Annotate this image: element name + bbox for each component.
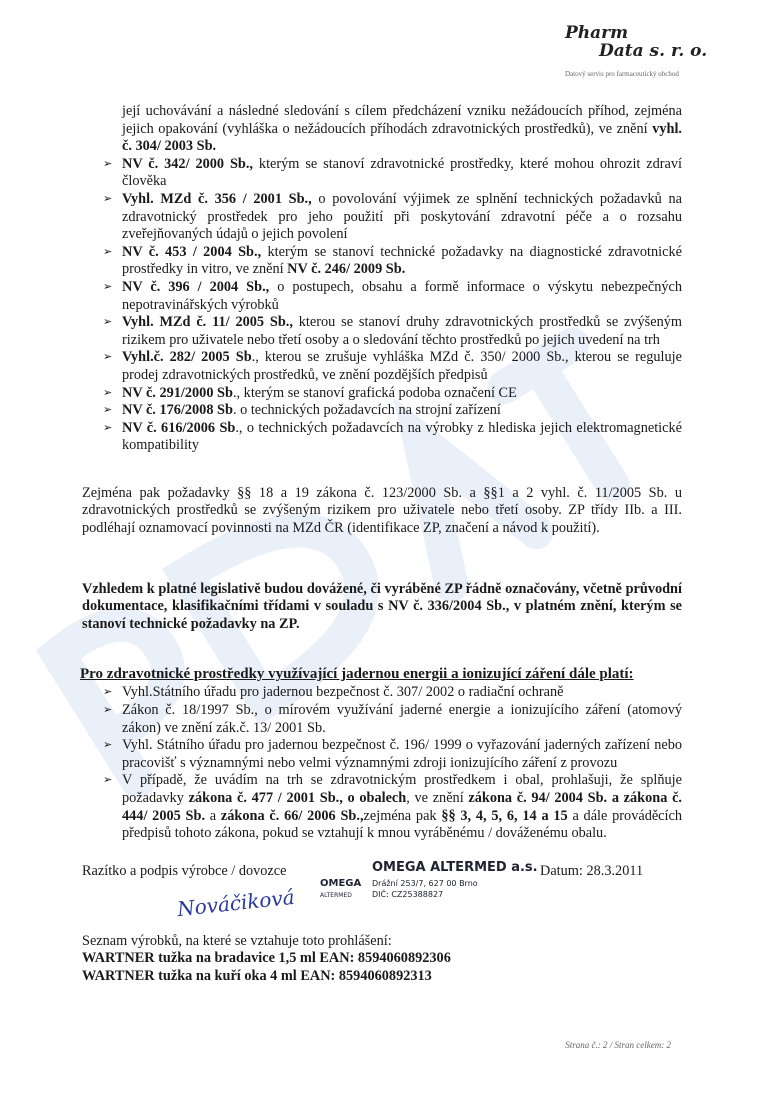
stamp-name: OMEGA ALTERMED a.s. [372,859,538,875]
signature-label: Razítko a podpis výrobce / dovozce [82,862,287,879]
text-segment: o postupech, obsahu a formě informace o výskytu nebezpečných nepotravinářských výrobků [122,278,682,313]
product-item: WARTNER tužka na bradavice 1,5 ml EAN: 8594060892306 [82,950,451,967]
bold-reference: §§ 3, 4, 5, 6, 14 a 15 [441,807,568,824]
text-segment: Vyhl. Státního úřadu pro jadernou bezpečnost č. 196/ 1999 o vyřazování jaderných zařízení nebo pracovišť s významnými nebo velmi významnými zdroji ionizujícího záření z provozu [122,737,682,771]
bold-reference: Vyhl. MZd č. 356 / 2001 Sb., [122,190,312,207]
products-label: Seznam výrobků, na které se vztahuje toto prohlášení: [82,932,392,949]
list-item [103,243,682,279]
arrow-bullet-icon: ➢ [103,157,113,170]
bold-reference: zákona č. 94/ 2004 Sb. a zákona č. 444/ 2005 Sb. [122,790,682,824]
signature-section [82,859,682,925]
logo-line1: Pharm [565,23,629,43]
text-segment: a dále prováděcích předpisů tohoto zákona, pokud se vztahují k mnou vyráběnému / dováženému obalu. [122,807,682,842]
intro-paragraph [82,103,682,156]
list-item [103,278,682,314]
stamp-logo-sub: ALTERMED [320,891,352,899]
text-segment: kterou se stanoví druhy zdravotnických prostředků se zvýšeným rizikem pro uživatele nebo třetí osoby a o sledování těchto prostředků po jejich uvedení na trh [122,314,682,348]
bold-reference: NV č. 453 / 2004 Sb., [122,243,262,260]
date: Datum: 28.3.2011 [540,862,644,879]
bold-reference: zákona č. 477 / 2001 Sb., o obalech [188,790,407,806]
bold-reference: NV č. 342/ 2000 Sb., [122,155,254,172]
text-segment: ., o technických požadavcích na výrobky z hlediska jejich elektromagnetické kompatibility [122,419,682,454]
nuclear-section-heading: Pro zdravotnické prostředky využívající jadernou energii a ionizující záření dále platí: [80,666,634,683]
arrow-bullet-icon: ➢ [103,386,113,399]
text-segment: ., kterým se stanoví grafická podoba označení CE [232,384,517,401]
handwritten-signature: Nováčiková [175,884,296,921]
list-item [103,737,682,772]
bold-reference: NV č. 246/ 2009 Sb. [287,261,406,278]
text-segment: o povolování výjimek ze splnění technických požadavků na zdravotnický prostředek pro jeho použití při poskytování zdravotní péče a o rozsahu zveřejňovaných údajů o jejich povolení [122,190,682,243]
text-segment: V případě, že uvádím na trh se zdravotnickým prostředkem i obal, prohlašuji, že splňuje požadavky [122,772,682,806]
stamp-logo: OMEGA [320,877,362,889]
document-body [82,103,682,986]
arrow-bullet-icon: ➢ [103,316,113,329]
text-segment: Zákon č. 18/1997 Sb., o mírovém využívání jaderné energie a ionizujícího záření (atomový zákon) ve znění zák.č. 13/ 2001 Sb. [122,702,682,736]
list-item [103,314,682,349]
text-segment: kterým se stanoví zdravotnické prostředky, které mohou ohrozit zdraví člověka [122,155,683,190]
nuclear-legislation-list [82,684,682,842]
text-segment: kterým se stanoví technické požadavky na diagnostické zdravotnické prostředky in vitro, ve znění [122,243,682,278]
text-segment: . o technických požadavcích na strojní zařízení [232,402,501,419]
requirements-paragraph: Zejména pak požadavky §§ 18 a 19 zákona č. 123/2000 Sb. a §§1 a 2 vyhl. č. 11/2005 Sb. u zdravotnických prostředků se zvýšeným rizikem pro uživatele nebo třetí osoby. ZP třídy IIb. a III. podléhají oznamovací povinnosti na MZd ČR (identifikace ZP, značení a návod k použití). [82,484,682,537]
list-item [103,684,682,702]
text-segment: její uchovávání a následné sledování s cílem předcházení vzniku nežádoucích příhod, zejména jejich opakování (vyhláška o nežádoucích příhodách zdravotnických prostředků), ve znění [122,103,682,137]
arrow-bullet-icon: ➢ [103,245,113,258]
legislation-list [82,156,682,455]
arrow-bullet-icon: ➢ [103,421,113,434]
company-stamp [320,859,538,919]
text-segment: , ve znění [406,790,469,806]
bold-reference: Vyhl. MZd č. 11/ 2005 Sb., [122,314,293,331]
bold-reference: zákona č. 66/ 2006 Sb., [220,807,364,824]
list-item [103,402,682,420]
page-number: Strana č.: 2 / Stran celkem: 2 [565,1040,671,1050]
arrow-bullet-icon: ➢ [103,739,113,752]
product-item: WARTNER tužka na kuří oka 4 ml EAN: 8594060892313 [82,967,432,984]
bold-reference: NV č. 291/2000 Sb [122,384,233,401]
labeling-paragraph: Vzhledem k platné legislativě budou dovážené, či vyráběné ZP řádně označovány, včetně průvodní dokumentace, klasifikačními třídami v souladu s NV č. 336/2004 Sb., v platném znění, kterým se stanoví technické požadavky na ZP. [82,580,682,632]
bold-reference: Vyhl.č. 282/ 2005 Sb [122,349,252,366]
list-item [103,155,683,191]
text-segment: ., kterou se zrušuje vyhláška MZd č. 350/ 2000 Sb., kterou se reguluje prodej zdravotnických prostředků, ve znění pozdějších předpisů [122,349,682,383]
bold-reference: NV č. 396 / 2004 Sb., [122,278,270,295]
text-segment: a [205,807,221,824]
list-item [103,190,682,244]
company-logo [565,24,765,78]
list-item [103,349,682,384]
text-segment: zejména pak [363,807,442,824]
stamp-address: Drážní 253/7, 627 00 Brno [372,878,478,888]
list-item [103,384,682,403]
arrow-bullet-icon: ➢ [103,686,113,699]
list-item [103,419,682,455]
text-segment: Vyhl.Státního úřadu pro jadernou bezpečnost č. 307/ 2002 o radiační ochraně [122,684,564,701]
logo-line2: Data s. r. o. [599,41,708,61]
bold-reference: vyhl. č. 304/ 2003 Sb. [122,120,682,155]
logo-tagline: Datový servis pro farmaceutický obchod [565,70,679,78]
arrow-bullet-icon: ➢ [103,404,113,417]
bold-reference: NV č. 616/2006 Sb [122,419,236,436]
arrow-bullet-icon: ➢ [103,280,113,293]
arrow-bullet-icon: ➢ [103,704,113,717]
arrow-bullet-icon: ➢ [103,774,113,787]
list-item [103,772,682,842]
list-item [103,702,682,737]
arrow-bullet-icon: ➢ [103,351,113,364]
stamp-dic: DIČ: CZ25388827 [372,889,444,899]
arrow-bullet-icon: ➢ [103,192,113,205]
bold-reference: NV č. 176/2008 Sb [122,402,233,419]
